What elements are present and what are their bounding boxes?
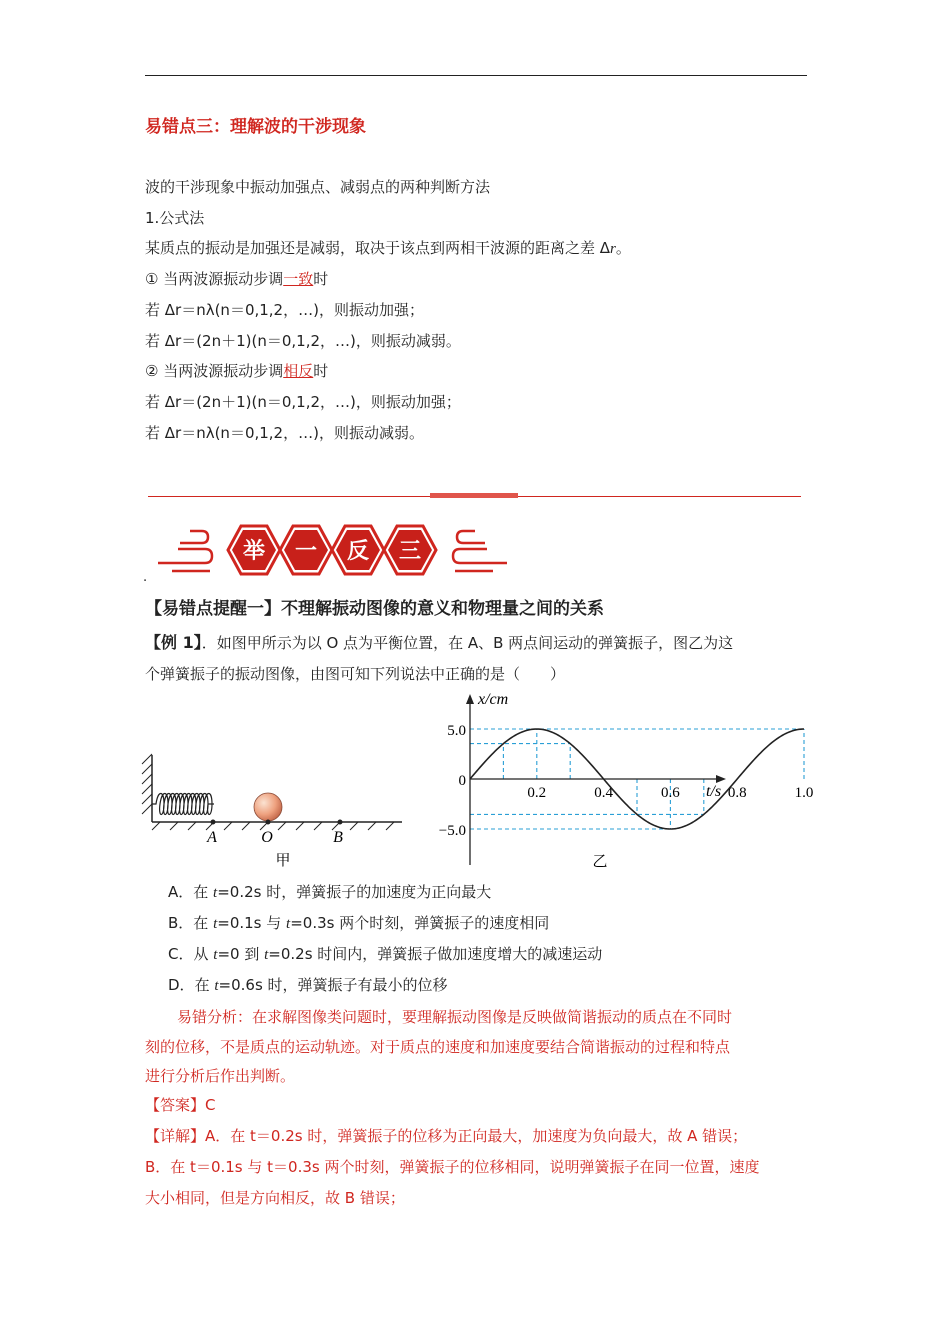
case2-title <box>145 361 328 381</box>
detail-line-3: 大小相同，但是方向相反，故 B 错误； <box>145 1189 405 1207</box>
header-rule <box>145 75 807 76</box>
ball <box>254 793 282 821</box>
ground-hatch <box>152 822 394 830</box>
case1-title <box>145 269 328 289</box>
x-tick-label-2: 0.6 <box>661 785 680 801</box>
banner-dot: . <box>143 570 148 585</box>
point-o-dot <box>266 820 271 825</box>
banner-char-2: 一 <box>294 539 318 564</box>
label-b: B <box>333 829 343 846</box>
option-c-post: =0.2s 时间内，弹簧振子做加速度增大的减速运动 <box>268 945 603 963</box>
reminder-title: 【易错点提醒一】不理解振动图像的意义和物理量之间的关系 <box>145 599 604 619</box>
option-a-pre: 在 <box>193 883 214 901</box>
option-b-post: =0.3s 两个时刻，弹簧振子的速度相同 <box>290 914 550 932</box>
option-d <box>168 975 448 996</box>
example-text-1: ．如图甲所示为以 O 点为平衡位置，在 A、B 两点间运动的弹簧振子，图乙为这 <box>201 634 734 652</box>
x-axis-label: t/s <box>706 783 722 800</box>
case1-line2: 若 Δr＝(2n＋1)(n＝0,1,2，…)，则振动减弱。 <box>145 332 461 350</box>
case2-pre: ② 当两波源振动步调 <box>145 362 284 380</box>
option-d-pre: 在 <box>194 976 215 994</box>
wall-hatch <box>142 754 152 814</box>
banner-char-1: 举 <box>242 539 266 564</box>
case2-line1: 若 Δr＝(2n＋1)(n＝0,1,2，…)，则振动加强； <box>145 393 461 411</box>
option-a-letter: A． <box>168 883 194 901</box>
detail-line-2: B．在 t＝0.1s 与 t＝0.3s 两个时刻，弹簧振子的位移相同，说明弹簧振子在同一位置，速度 <box>145 1158 760 1176</box>
option-a-var: t <box>213 885 218 901</box>
x-tick-label-3: 0.8 <box>727 785 747 801</box>
case2-line2: 若 Δr＝nλ(n＝0,1,2，…)，则振动减弱。 <box>145 424 424 442</box>
option-d-letter: D． <box>168 976 195 994</box>
case1-post: 时 <box>313 270 329 288</box>
spring <box>152 794 214 815</box>
option-a-post: =0.2s 时，弹簧振子的加速度为正向最大 <box>217 883 492 901</box>
answer: 【答案】C <box>145 1096 216 1114</box>
banner-swirl-right <box>453 531 507 571</box>
caption-jia: 甲 <box>275 851 291 869</box>
x-tick-label-0: 0.2 <box>527 785 547 801</box>
label-a: A <box>207 829 217 846</box>
y-tick-label-zero: 0 <box>458 773 466 789</box>
option-d-post: =0.6s 时，弹簧振子有最小的位移 <box>218 976 448 994</box>
point-a-dot <box>211 820 216 825</box>
option-c <box>168 944 602 965</box>
case1-key: 一致 <box>283 270 314 288</box>
banner <box>150 515 515 585</box>
banner-char-3: 反 <box>346 539 370 564</box>
divider-accent <box>430 493 518 498</box>
case1-pre: ① 当两波源振动步调 <box>145 270 284 288</box>
option-b-var: t <box>213 916 218 932</box>
x-tick-label-4: 1.0 <box>794 785 814 801</box>
option-b-var2: t <box>286 916 291 932</box>
analysis-line-2: 刻的位移，不是质点的运动轨迹。对于质点的速度和加速度要结合简谐振动的过程和特点 <box>145 1038 731 1056</box>
option-c-mid: =0 到 <box>217 945 265 963</box>
method1-desc-var: r <box>610 241 616 257</box>
banner-char-4: 三 <box>398 539 422 564</box>
example-label: 【例 1】 <box>145 633 202 652</box>
method1-title: 1.公式法 <box>145 209 205 227</box>
option-c-pre: 从 <box>193 945 214 963</box>
analysis-line-1: 易错分析：在求解图像类问题时，要理解振动图像是反映做简谐振动的质点在不同时 <box>177 1008 733 1026</box>
point-b-dot <box>338 820 343 825</box>
example-line-2: 个弹簧振子的振动图像，由图可知下列说法中正确的是（ ） <box>145 665 566 683</box>
option-c-letter: C． <box>168 945 194 963</box>
option-c-var: t <box>213 947 218 963</box>
option-c-var2: t <box>264 947 269 963</box>
y-axis-label: x/cm <box>478 691 509 708</box>
option-d-var: t <box>214 978 219 994</box>
case2-key: 相反 <box>283 362 314 380</box>
case1-line1: 若 Δr＝nλ(n＝0,1,2，…)，则振动加强； <box>145 301 424 319</box>
y-tick-label-pos: 5.0 <box>447 723 466 739</box>
method1-desc-pre: 某质点的振动是加强还是减弱，取决于该点到两相干波源的距离之差 Δ <box>145 239 611 257</box>
option-b-pre: 在 <box>193 914 214 932</box>
vibration-chart <box>430 690 814 872</box>
example-line-1 <box>145 633 733 653</box>
analysis-line-3: 进行分析后作出判断。 <box>145 1067 296 1085</box>
x-axis-arrow <box>716 775 726 783</box>
method1-desc <box>145 238 631 259</box>
intro-text: 波的干涉现象中振动加强点、减弱点的两种判断方法 <box>145 178 491 196</box>
option-b-letter: B． <box>168 914 194 932</box>
y-tick-label-neg: −5.0 <box>438 823 466 839</box>
method1-desc-post: 。 <box>615 239 631 257</box>
option-a <box>168 882 491 903</box>
y-axis-arrow <box>466 694 474 704</box>
label-o: O <box>261 829 273 846</box>
option-b-mid: =0.1s 与 <box>217 914 287 932</box>
x-tick-label-1: 0.4 <box>594 785 613 801</box>
figure-spring <box>140 750 410 870</box>
option-b <box>168 913 549 934</box>
detail-line-1: 【详解】A．在 t＝0.2s 时，弹簧振子的位移为正向最大，加速度为负向最大，故 A 错误； <box>145 1127 748 1145</box>
chart-caption: 乙 <box>592 852 608 870</box>
section-title: 易错点三：理解波的干涉现象 <box>145 117 366 137</box>
case2-post: 时 <box>313 362 329 380</box>
banner-swirl-left <box>158 531 212 571</box>
